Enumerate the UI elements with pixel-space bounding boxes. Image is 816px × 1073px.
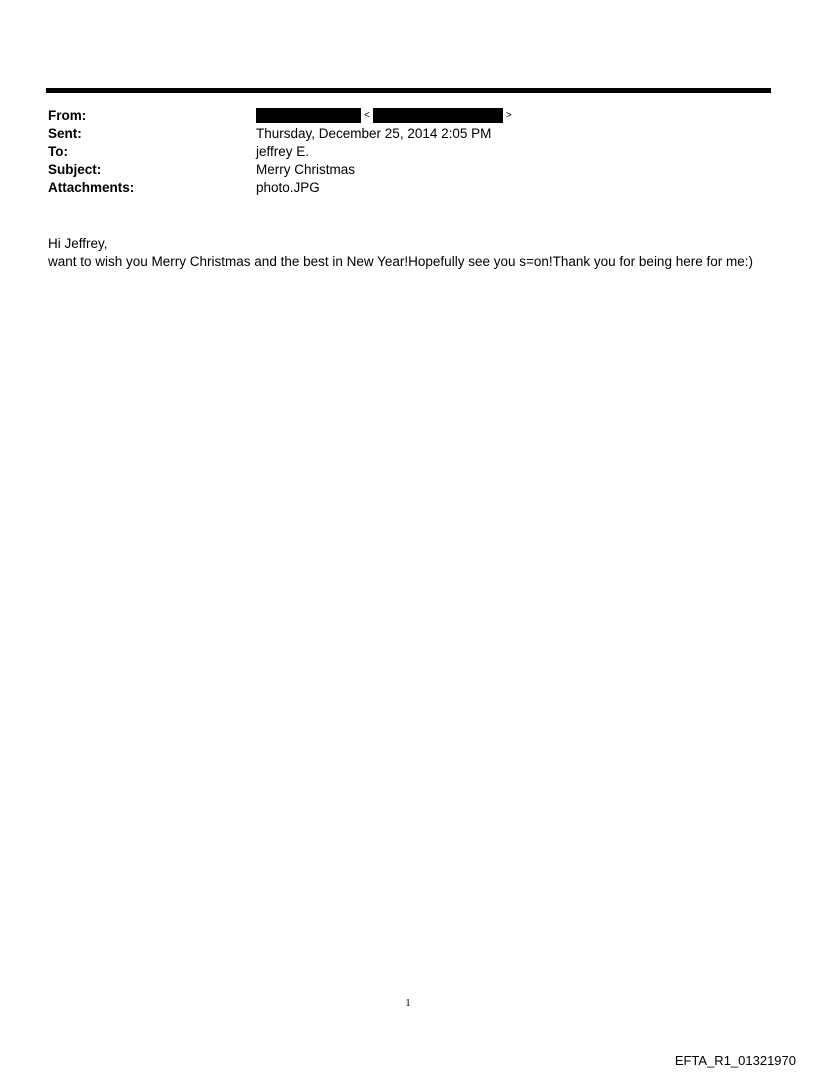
page-number: 1: [405, 997, 411, 1009]
redacted-sender-email: [373, 108, 503, 123]
attachments-label: Attachments:: [48, 180, 135, 195]
sent-label: Sent:: [48, 126, 82, 141]
sent-row: [48, 125, 515, 143]
to-label: To:: [48, 144, 68, 159]
redacted-sender-name: [256, 108, 361, 123]
from-row: [48, 107, 515, 125]
from-value: [256, 107, 515, 125]
attachments-value: photo.JPG: [256, 180, 320, 195]
document-id: EFTA_R1_01321970: [674, 1053, 796, 1068]
greeting-line: Hi Jeffrey,: [48, 236, 108, 251]
email-body: [48, 235, 753, 271]
sent-value: Thursday, December 25, 2014 2:05 PM: [256, 126, 492, 141]
subject-row: [48, 161, 515, 179]
subject-label: Subject:: [48, 162, 102, 177]
subject-value: Merry Christmas: [256, 162, 356, 177]
email-header: [48, 107, 515, 197]
top-divider-rule: [46, 88, 771, 93]
email-close-bracket: >: [505, 110, 512, 122]
email-open-bracket: <: [364, 110, 370, 122]
message-line: want to wish you Merry Christmas and the best in New Year!Hopefully see you s=on!Thank you for being here for me:): [48, 254, 753, 269]
from-label: From:: [48, 108, 87, 123]
to-value: jeffrey E.: [256, 144, 310, 159]
to-row: [48, 143, 515, 161]
attachments-row: [48, 179, 515, 197]
